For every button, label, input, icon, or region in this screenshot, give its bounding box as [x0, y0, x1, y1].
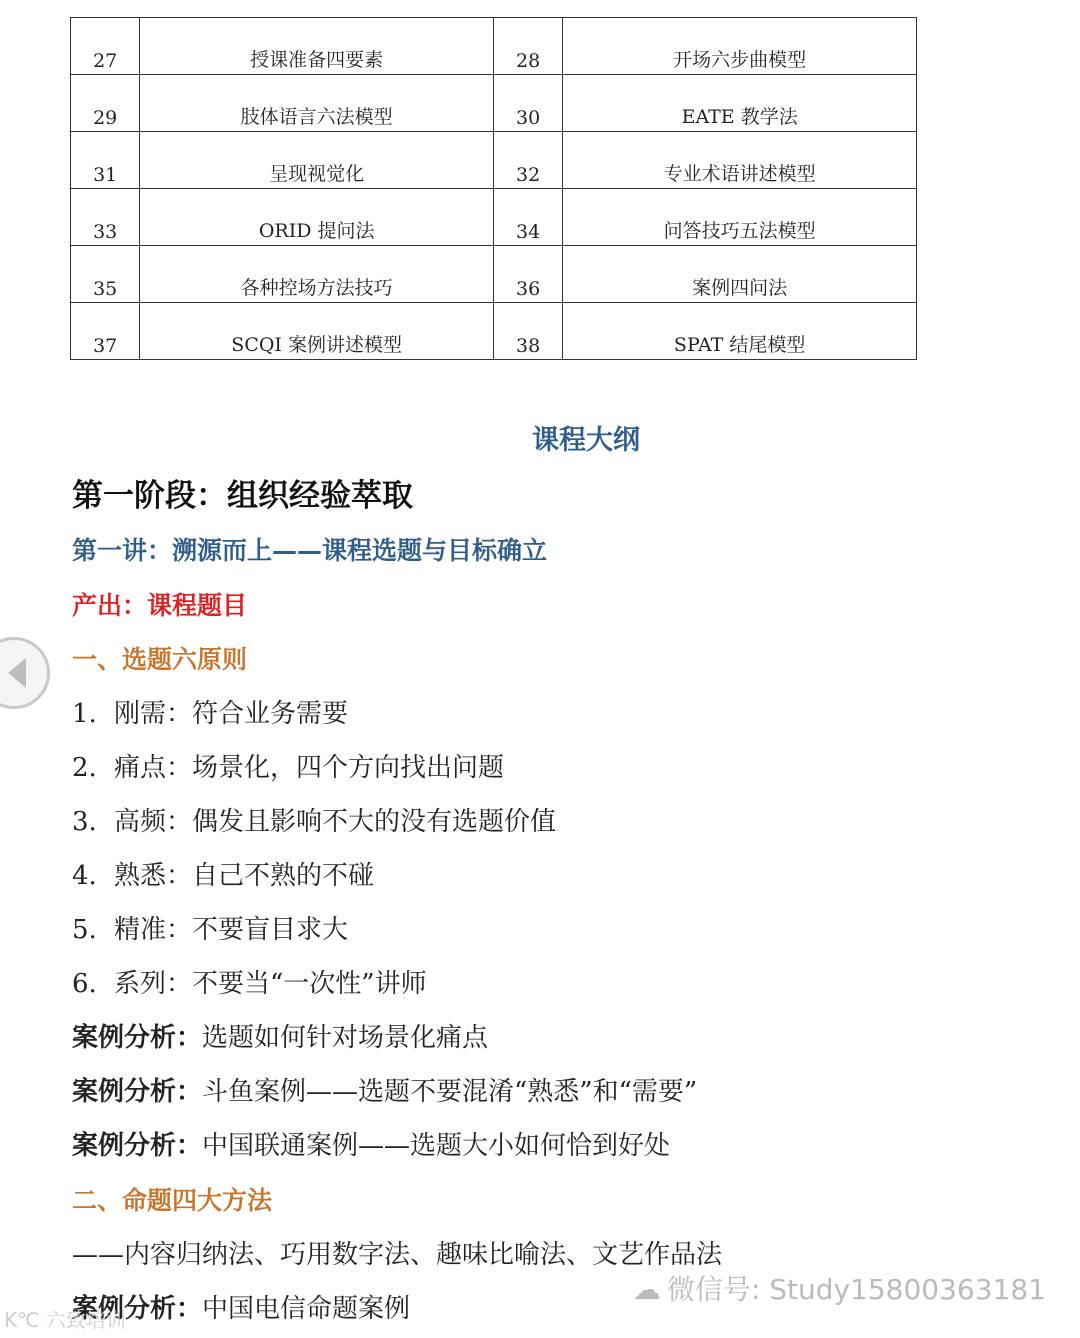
model-name: EATE 教学法: [563, 75, 917, 132]
section-heading-methods: 二、命题四大方法: [72, 1186, 273, 1215]
previous-page-button[interactable]: [0, 637, 50, 709]
model-number: 36: [493, 246, 562, 303]
methods-text: ——内容归纳法、巧用数字法、趣味比喻法、文艺作品法: [72, 1240, 723, 1270]
table-row: [71, 303, 917, 360]
model-number: 34: [493, 189, 562, 246]
case-analysis: [72, 1071, 697, 1108]
case-text: 中国联通案例——选题大小如何恰到好处: [202, 1131, 671, 1161]
model-name: 呈现视觉化: [140, 132, 494, 189]
case-label: 案例分析：: [72, 1294, 203, 1324]
model-name: 各种控场方法技巧: [140, 246, 494, 303]
item-number: 2.: [72, 753, 97, 783]
item-number: 4.: [72, 861, 97, 891]
list-item: [72, 693, 348, 730]
case-label: 案例分析：: [72, 1131, 203, 1161]
model-name: 案例四问法: [563, 246, 917, 303]
item-text: 痛点：场景化，四个方向找出问题: [114, 753, 505, 783]
table-row: [71, 246, 917, 303]
case-analysis: [72, 1017, 488, 1054]
model-name: 授课准备四要素: [140, 18, 494, 75]
watermark-text: 微信号: Study15800363181: [666, 1273, 1046, 1306]
model-number: 32: [493, 132, 562, 189]
model-name: 问答技巧五法模型: [563, 189, 917, 246]
stage-heading: 第一阶段：组织经验萃取: [72, 478, 413, 514]
model-name: 肢体语言六法模型: [140, 75, 494, 132]
item-text: 熟悉：自己不熟的不碰: [114, 861, 375, 891]
item-number: 5.: [72, 915, 97, 945]
output-heading: 产出：课程题目: [72, 591, 248, 620]
wechat-watermark: [633, 1268, 1046, 1308]
model-number: 29: [71, 75, 140, 132]
wechat-icon: ☁: [632, 1273, 661, 1306]
item-text: 高频：偶发且影响不大的没有选题价值: [114, 807, 557, 837]
case-label: 案例分析：: [72, 1023, 203, 1053]
model-name: SPAT 结尾模型: [563, 303, 917, 360]
item-text: 刚需：符合业务需要: [114, 699, 349, 729]
case-analysis: [72, 1125, 670, 1162]
chevron-left-icon: [8, 658, 26, 688]
case-text: 斗鱼案例——选题不要混淆“熟悉”和“需要”: [202, 1077, 698, 1107]
list-item: [72, 801, 556, 838]
table-row: [71, 75, 917, 132]
item-number: 1.: [72, 699, 97, 729]
model-name: SCQI 案例讲述模型: [140, 303, 494, 360]
item-text: 系列：不要当“一次性”讲师: [114, 969, 427, 999]
model-number: 30: [493, 75, 562, 132]
case-label: 案例分析：: [72, 1077, 203, 1107]
case-text: 中国电信命题案例: [202, 1294, 411, 1324]
model-number: 31: [71, 132, 140, 189]
list-item: [72, 909, 348, 946]
table-row: [71, 189, 917, 246]
model-number: 35: [71, 246, 140, 303]
case-text: 选题如何针对场景化痛点: [202, 1023, 489, 1053]
model-table: [70, 17, 917, 360]
model-name: ORID 提问法: [140, 189, 494, 246]
table-row: [71, 18, 917, 75]
model-number: 33: [71, 189, 140, 246]
table-row: [71, 132, 917, 189]
lecture-heading: 第一讲：溯源而上——课程选题与目标确立: [72, 536, 548, 565]
model-number: 37: [71, 303, 140, 360]
item-text: 精准：不要盲目求大: [114, 915, 349, 945]
model-name: 专业术语讲述模型: [563, 132, 917, 189]
logo-watermark: K℃ 六致培训: [4, 1308, 126, 1332]
section-heading-principles: 一、选题六原则: [72, 645, 248, 674]
model-name: 开场六步曲模型: [563, 18, 917, 75]
list-item: [72, 963, 427, 1000]
model-number: 27: [71, 18, 140, 75]
list-item: [72, 855, 374, 892]
model-number: 28: [493, 18, 562, 75]
item-number: 6.: [72, 969, 97, 999]
list-item: [72, 747, 504, 784]
model-number: 38: [493, 303, 562, 360]
item-number: 3.: [72, 807, 97, 837]
outline-title: 课程大纲: [532, 425, 640, 456]
